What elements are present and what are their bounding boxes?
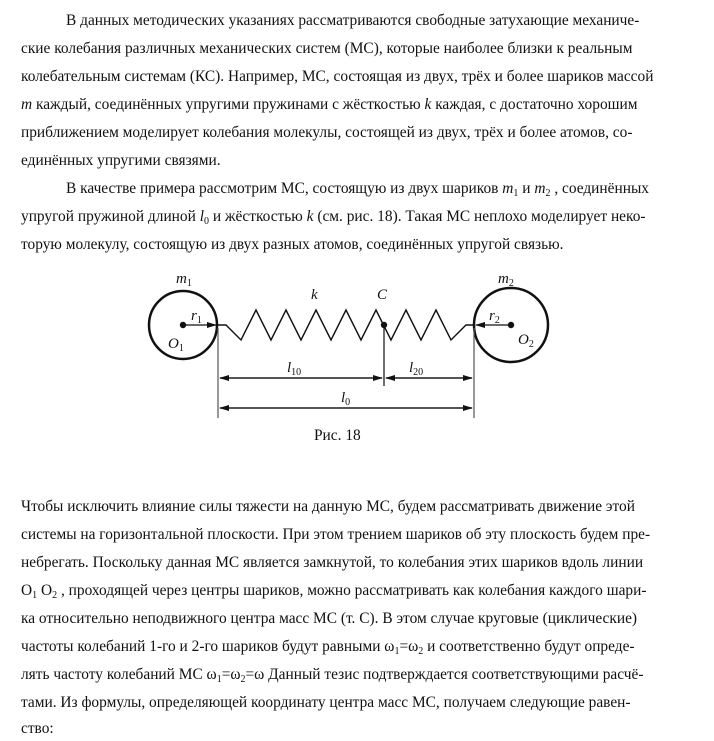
text-line: небрегать. Поскольку данная МС является замкнутой, то колебания этих шариков вдоль линии xyxy=(21,554,644,571)
text-line xyxy=(21,581,646,601)
label-r1: $r_1$ xyxy=(191,308,202,326)
text: и соответственно будут опреде- xyxy=(423,638,635,655)
sub: 2 xyxy=(418,646,424,657)
text: =ω Данный тезис подтверждается соответствующими расчё- xyxy=(245,666,644,683)
text: =ω xyxy=(221,666,241,683)
text: , соединённых xyxy=(550,180,649,197)
label-C: C xyxy=(377,287,388,303)
text-line: единённых упругими связями. xyxy=(21,152,221,169)
var-k: k xyxy=(424,96,432,113)
label-r2: $r_2$ xyxy=(489,308,500,326)
sub: 0 xyxy=(203,216,209,227)
text: =ω xyxy=(399,638,419,655)
text-line: ство: xyxy=(21,720,54,737)
text: O xyxy=(21,582,33,599)
figure-caption: Рис. 18 xyxy=(314,427,361,444)
label-k: k xyxy=(311,287,318,303)
var-k: k xyxy=(306,208,314,225)
var-l: l xyxy=(199,208,204,225)
text-line: Чтобы исключить влияние силы тяжести на данную МС, будем рассматривать движение этой xyxy=(21,498,635,515)
label-O1: $O_1$ xyxy=(168,336,184,354)
text-line xyxy=(21,665,643,685)
text-line xyxy=(21,95,637,115)
text: и xyxy=(518,180,535,197)
sub: 1 xyxy=(394,646,400,657)
text-line: ские колебания различных механических систем (МС), которые наиболее близки к реальным xyxy=(21,40,633,57)
var-m: m xyxy=(21,96,33,113)
text: лять частоту колебаний МС ω xyxy=(21,666,217,683)
text: каждый, соединённых упругими пружинами с жёсткостью xyxy=(32,96,425,113)
text: частоты колебаний 1-го и 2-го шариков будут равными ω xyxy=(21,638,395,655)
text-line: тами. Из формулы, определяющей координату центра масс МС, получаем следующие равен- xyxy=(21,694,631,711)
text: , проходящей через центры шариков, можно рассматривать как колебания каждого шари- xyxy=(57,582,647,599)
text-line xyxy=(21,637,635,657)
text: (см. рис. 18). Такая МС неплохо моделирует неко- xyxy=(313,208,646,225)
text: O xyxy=(37,582,53,599)
sub: 2 xyxy=(545,188,551,199)
text: В качестве примера рассмотрим МС, состоящую из двух шариков xyxy=(66,180,503,197)
text: упругой пружиной длиной xyxy=(21,208,200,225)
sub: 1 xyxy=(216,674,222,685)
text: и жёсткостью xyxy=(208,208,307,225)
text-line xyxy=(66,179,649,199)
text-line: ка относительно неподвижного центра масс МС (т. С). В этом случае круговые (циклические) xyxy=(21,610,638,627)
sub: 1 xyxy=(513,188,519,199)
text-line: В данных методических указаниях рассматриваются свободные затухающие механиче- xyxy=(66,12,640,29)
text-line xyxy=(21,207,646,227)
sub: 1 xyxy=(32,590,38,601)
label-l0: $l_0$ xyxy=(341,390,351,408)
label-O2: $O_2$ xyxy=(518,332,534,350)
sub: 2 xyxy=(52,590,58,601)
text-line: колебательным системам (КС). Например, МС, состоящая из двух, трёх и более шариков массой xyxy=(21,68,654,85)
label-m2: $m_2$ xyxy=(498,271,514,289)
text-line: торую молекулу, состоящую из двух разных атомов, соединённых упругой связью. xyxy=(21,236,564,253)
label-l20: $l_{20}$ xyxy=(409,360,424,378)
var-m2: m xyxy=(534,180,546,197)
label-l10: $l_{10}$ xyxy=(287,360,302,378)
text-line: системы на горизонтальной плоскости. При этом трением шариков об эту плоскость будем пре- xyxy=(21,526,651,543)
sub: 2 xyxy=(240,674,246,685)
text: каждая, с достаточно хорошим xyxy=(431,96,638,113)
spring xyxy=(218,310,474,340)
spring-mass-diagram xyxy=(0,260,714,430)
var-m1: m xyxy=(502,180,514,197)
label-m1: $m_1$ xyxy=(176,271,192,289)
text-line: приближением моделирует колебания молекулы, состоящей из двух, трёх и более атомов, со- xyxy=(21,124,633,141)
